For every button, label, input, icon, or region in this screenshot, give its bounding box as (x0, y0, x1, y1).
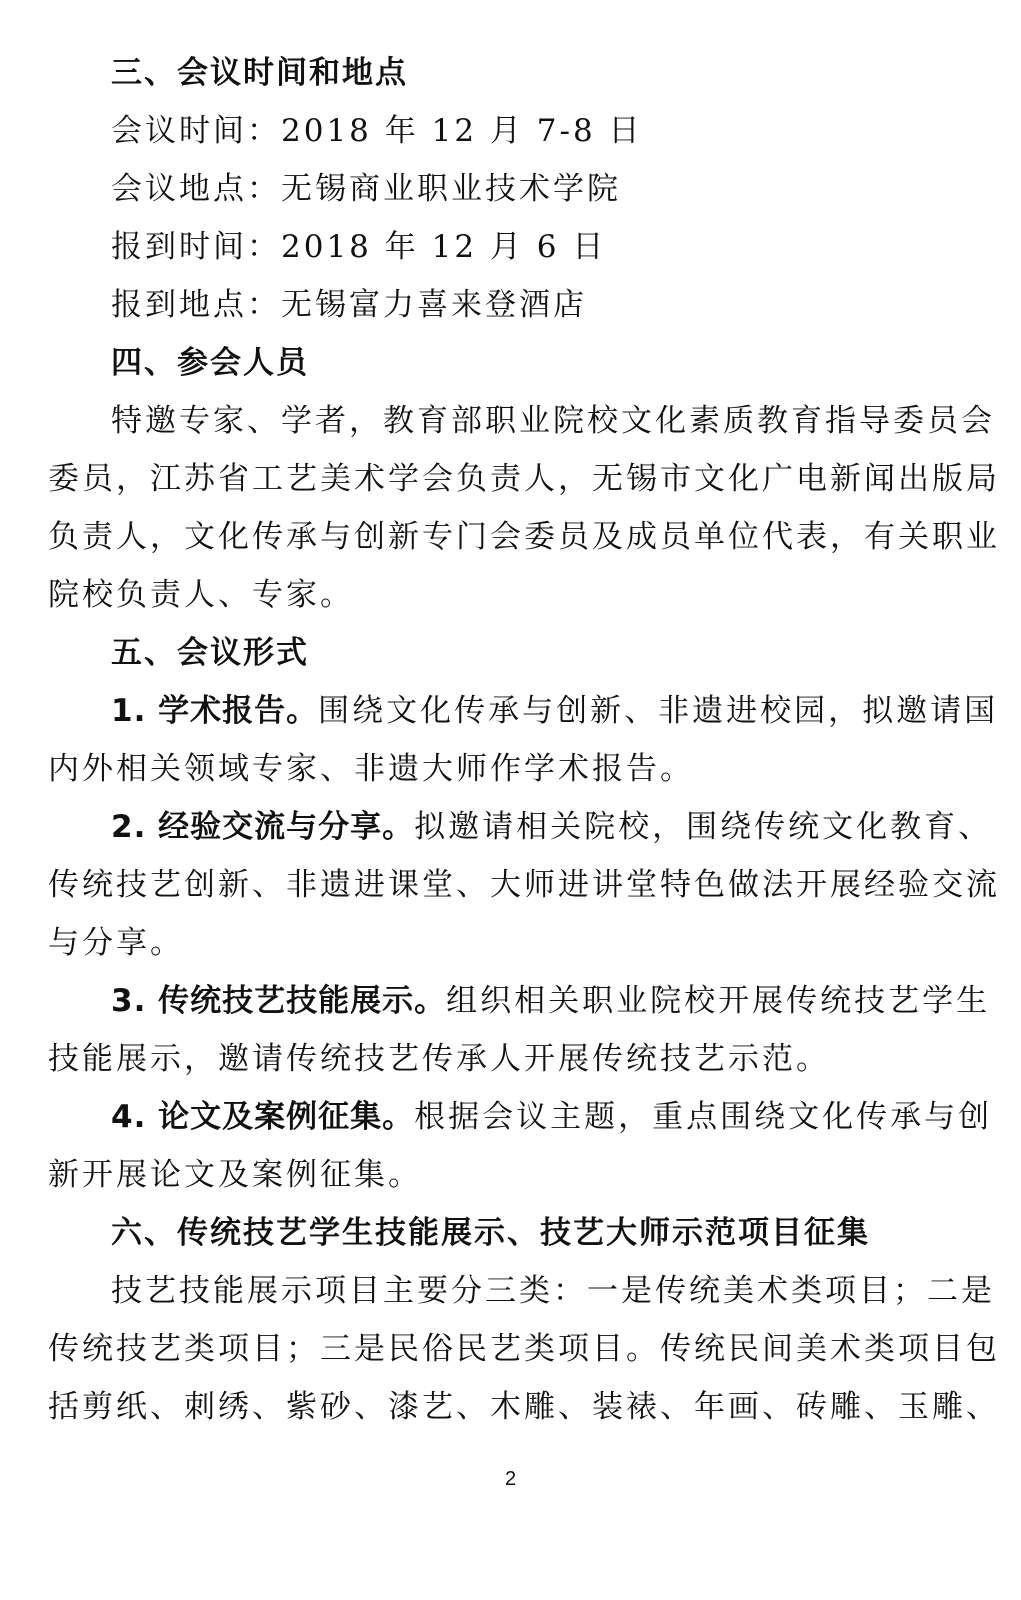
projects-line-1: 技艺技能展示项目主要分三类：一是传统美术类项目；二是 (111, 1273, 995, 1309)
section-heading-4: 四、参会人员 (111, 345, 309, 381)
attendees-line-3: 负责人，文化传承与创新专门会委员及成员单位代表，有关职业 (48, 519, 1000, 555)
format-item-3-lead: 3. 传统技艺技能展示。 (111, 983, 447, 1019)
checkin-time: 报到时间：2018 年 12 月 6 日 (111, 229, 607, 265)
format-item-3-text: 组织相关职业院校开展传统技艺学生 (446, 983, 991, 1019)
attendees-line-2: 委员，江苏省工艺美术学会负责人，无锡市文化广电新闻出版局 (48, 461, 1000, 497)
meeting-time: 会议时间：2018 年 12 月 7-8 日 (111, 113, 643, 149)
format-item-3-line-2: 技能展示，邀请传统技艺传承人开展传统技艺示范。 (48, 1041, 830, 1077)
projects-line-3: 括剪纸、刺绣、紫砂、漆艺、木雕、装裱、年画、砖雕、玉雕、 (48, 1389, 1000, 1425)
format-item-1-lead: 1. 学术报告。 (111, 693, 319, 729)
checkin-place: 报到地点：无锡富力喜来登酒店 (111, 287, 587, 323)
format-item-2-line-2: 传统技艺创新、非遗进课堂、大师进讲堂特色做法开展经验交流 (48, 867, 1000, 903)
format-item-2-line-3: 与分享。 (48, 925, 184, 961)
section-heading-3: 三、会议时间和地点 (111, 55, 408, 91)
attendees-line-1: 特邀专家、学者，教育部职业院校文化素质教育指导委员会 (111, 403, 995, 439)
format-item-3 (48, 972, 991, 1030)
format-item-1 (48, 682, 999, 740)
format-item-4-lead: 4. 论文及案例征集。 (111, 1099, 415, 1135)
format-item-4 (48, 1088, 993, 1146)
format-item-4-text: 根据会议主题，重点围绕文化传承与创 (414, 1099, 993, 1135)
section-heading-6: 六、传统技艺学生技能展示、技艺大师示范项目征集 (111, 1215, 870, 1251)
format-item-4-line-2: 新开展论文及案例征集。 (48, 1157, 422, 1193)
format-item-2 (48, 798, 993, 856)
page-number: 2 (504, 1468, 517, 1490)
meeting-place: 会议地点：无锡商业职业技术学院 (111, 171, 621, 207)
section-heading-5: 五、会议形式 (111, 635, 309, 671)
projects-line-2: 传统技艺类项目；三是民俗民艺类项目。传统民间美术类项目包 (48, 1331, 1000, 1367)
format-item-2-lead: 2. 经验交流与分享。 (111, 809, 415, 845)
format-item-2-text: 拟邀请相关院校，围绕传统文化教育、 (414, 809, 993, 845)
format-item-1-line-2: 内外相关领域专家、非遗大师作学术报告。 (48, 751, 694, 787)
attendees-line-4: 院校负责人、专家。 (48, 577, 354, 613)
format-item-1-text: 围绕文化传承与创新、非遗进校园，拟邀请国 (318, 693, 999, 729)
document-page (48, 44, 1000, 1436)
